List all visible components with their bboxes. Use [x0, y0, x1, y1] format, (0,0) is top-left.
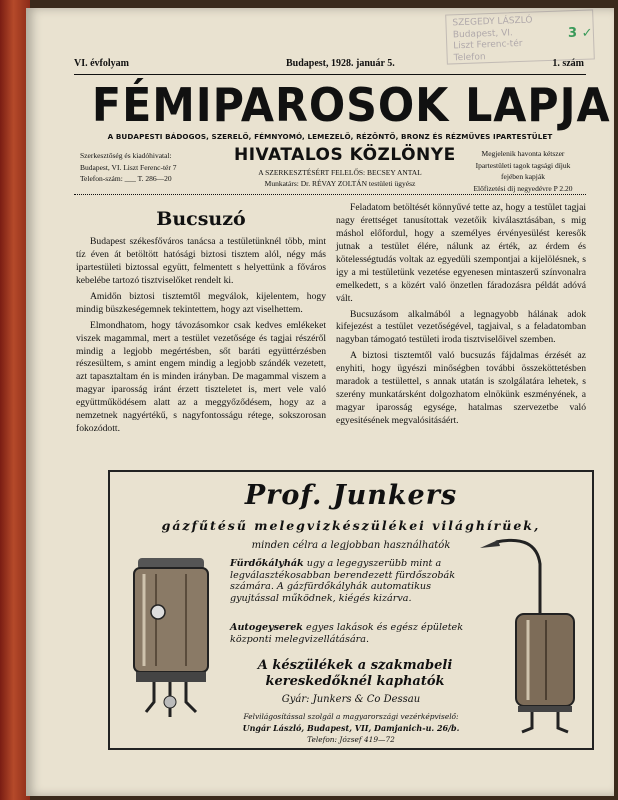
stamp-line: Liszt Ferenc-tér: [453, 39, 523, 52]
junkers-advertisement: [108, 470, 594, 750]
masthead-subtitle: A BUDAPESTI BÁDOGOS, SZERELŐ, FÉMNYOMÓ, LEMEZELŐ, RÉZÖNTŐ, BRONZ ÉS RÉZMŰVES IPARTESTÜLET: [107, 132, 553, 141]
article-paragraph: Budapest székesfőváros tanácsa a testületünknél több, mint tíz éven át betöltött hatósági biztosi tisztem alól, négy más ipartestületi biztossal együtt, felmentett s helyettünk a főváros kebelébe tartozó tisztviselőket rendelt ki.: [76, 236, 326, 286]
feature-bath-heaters: [230, 558, 480, 605]
office-line: Budapest, VI. Liszt Ferenc-tér 7: [80, 162, 177, 172]
stamp-line: SZEGEDY LÁSZLÓ: [452, 15, 533, 29]
ad-agent: Ungár László, Budapest, VII, Damjanich-u. 26/b.: [242, 723, 460, 733]
publication-line: Ipartestületi tagok tagsági díjuk: [475, 160, 571, 170]
top-rule: [74, 74, 586, 75]
official-title: HIVATALOS KÖZLÖNYE: [234, 145, 456, 165]
volume-label: VI. évfolyam: [74, 58, 129, 69]
feature-text: ugy a legegyszerübb mint a legválasztékosabban berendezett fürdőszobák számára. A gázfürdőkályhák automatikus gyujtással működnek, kiégés kizárva.: [230, 558, 456, 605]
article-paragraph: Amidőn biztosi tisztemtől megválok, kijelentem, hogy mindig büszkeségemnek tekintettem, hogy azt viselhettem.: [76, 290, 326, 315]
staff-line: Munkatárs: Dr. RÉVAY ZOLTÁN testületi ügyész: [264, 179, 416, 189]
pencil-mark: 3 ✓: [568, 26, 593, 41]
masthead-title: FÉMIPAROSOK LAPJA: [91, 78, 611, 132]
ad-purpose: minden célra a legjobban használhatók: [251, 540, 451, 551]
issue-number: 1. szám: [552, 58, 584, 69]
issue-date: Budapest, 1928. január 5.: [286, 58, 395, 69]
office-info: [80, 150, 177, 185]
feature-label: Fürdőkályhák: [230, 558, 304, 569]
publication-info: [458, 148, 588, 195]
editor-line: A SZERKESZTÉSÉRT FELELŐS: BECSEY ANTAL: [258, 168, 422, 177]
ad-fine-print: Felvilágosítással szolgál a magyarországi vezérképviselő:: [243, 712, 459, 721]
ad-phone: Telefon: József 419—72: [307, 735, 395, 744]
article-title: Bucsuzó: [156, 208, 246, 230]
office-line: Szerkesztőség és kiadóhivatal:: [80, 151, 172, 160]
ad-manufacturer: Gyár: Junkers & Co Dessau: [281, 694, 421, 705]
feature-autogeysers: [230, 622, 480, 645]
article-right-column: [336, 202, 586, 428]
stamp-line: Telefon: [453, 52, 486, 64]
ad-slogan: A készülékek a szakmabeli kereskedőknél kaphatók: [257, 658, 453, 690]
article-left-column: [76, 206, 326, 436]
publication-line: Megjelenik havonta kétszer: [481, 149, 565, 158]
ad-tagline: gázfűtésű melegvizkészülékei világhírüek,: [161, 518, 541, 533]
article-paragraph: Elmondhatom, hogy távozásomkor csak kedves emlékeket viszek magammal, mert a testület vezetősége és tagjai részéről mindig a legjobb megértésben, sőt baráti együttérzésben részesültem, s amint engem mindig a legjobb szándék vezetett, azt tapasztaltam én is minden irányban. De magammal viszem a magyar iparosság iránt érzett tiszteletet is, mert vele való együttműködésem alatt az a meggyőződésem, hogy az a nemzetnek nagyértékű, s nagyfontosságu rétege, sokszorosan fokozódott.: [76, 319, 326, 435]
ad-brand: Prof. Junkers: [244, 480, 458, 511]
official-gazette-block: [234, 145, 456, 190]
feature-text: egyes lakások és egész épületek központi melegvizellátására.: [230, 622, 464, 645]
article-paragraph: A biztosi tisztemtől való bucsuzás fájdalmas érzését az enyhiti, hogy ügyészi minőségben további összeköttetésben maradok a testülettel, s annak utatán is szolgálatára lehetek, s szerény munkatársként dolgozhatom elnökünk eszményének, a magyar iparosság egysége, hatalmas szervezetbe való egyesitésének megvalósitásáért.: [336, 350, 586, 426]
newspaper-page: [26, 8, 614, 796]
article-paragraph: Bucsuzásom alkalmából a legnagyobb hálának adok kifejezést a testület vezetőségével, tagjaival, s a feladatomban nagyban támogató testületi iroda tisztviselőivel szemben.: [336, 308, 586, 346]
feature-label: Autogeyserek: [230, 622, 303, 633]
publication-line: Előfizetési díj negyedévre P 2.20: [473, 183, 573, 193]
stamp-line: Budapest, VI.: [452, 27, 513, 41]
article-paragraph: Feladatom betöltését könnyűvé tette az, hogy a testület tagjai nagy érettséget tanusítottak vezetőik kiválasztásában, s mig máshol előfordul, hogy a személyes érvényesülést keresők jutnak a testület élére, nálunk az érték, az érdem és kötelességtudás voltak az egyedüli szempontjai a kijelölésnek, s igy a mi testületünk vezetése egyenesen mintaszerű színvonalra emelkedett, s a közért való önzetlen fáradozásra példát adóvá vált.: [336, 202, 586, 304]
publication-line: fejében kapják: [501, 172, 545, 182]
header-divider: [74, 194, 586, 195]
office-line: Telefon-szám: ___ T. 286—20: [80, 174, 172, 184]
